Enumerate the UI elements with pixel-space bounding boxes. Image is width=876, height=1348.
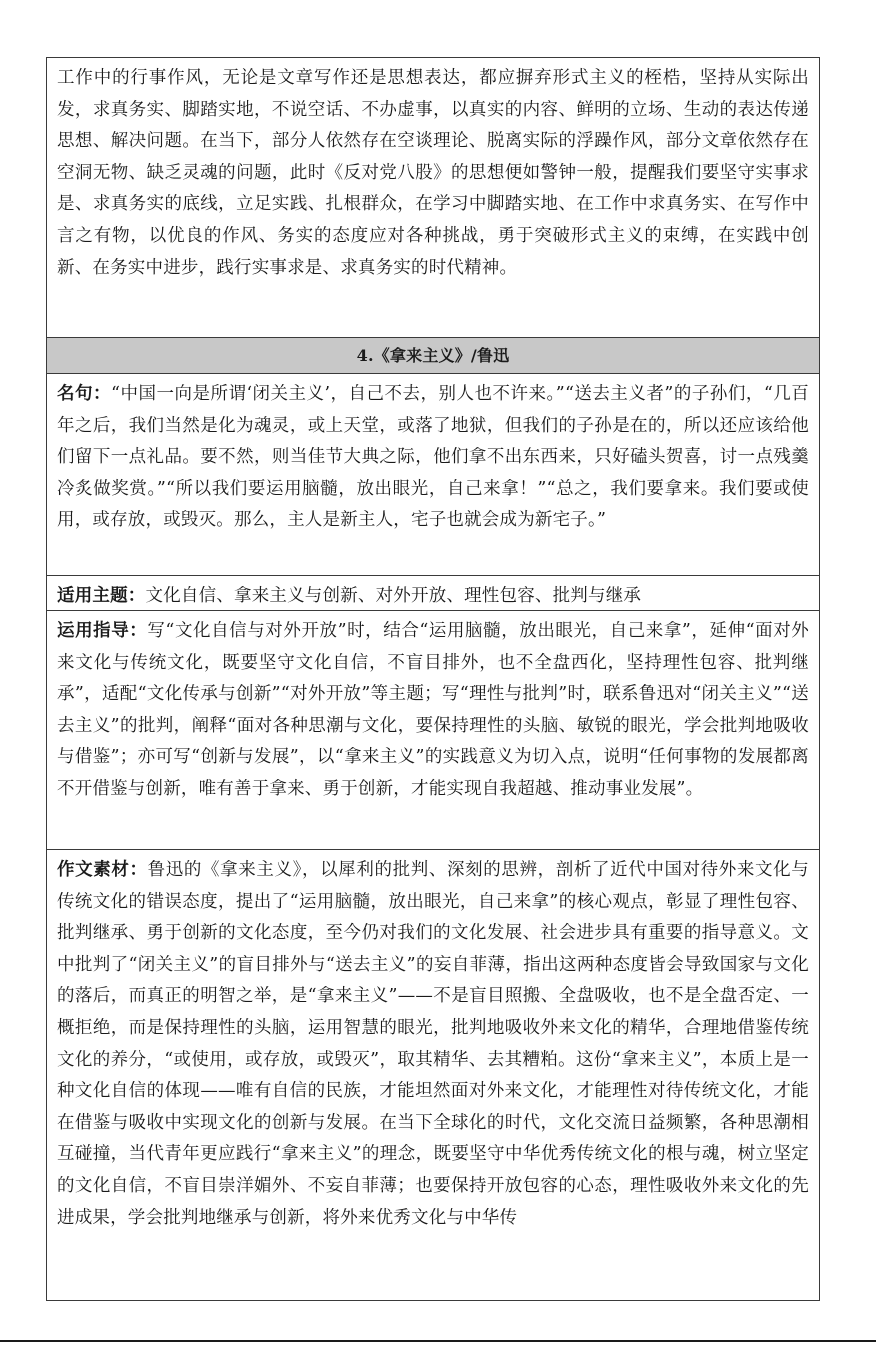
intro-text: 工作中的行事作风，无论是文章写作还是思想表达，都应摒弃形式主义的桎梏，坚持从实际出发，求真务实、脚踏实地，不说空话、不办虚事，以真实的内容、鲜明的立场、生动的表达传递思想、解决问题。在当下，部分人依然存在空谈理论、脱离实际的浮躁作风，部分文章依然存在空洞无物、缺乏灵魂的问题，此时《反对党八股》的思想便如警钟一般，提醒我们要坚守实事求是、求真务实的底线，立足实践、扎根群众，在学习中脚踏实地、在工作中求真务实、在写作中言之有物，以优良的作风、务实的态度应对各种挑战，勇于突破形式主义的束缚，在实践中创新、在务实中进步，践行实事求是、求真务实的时代精神。 xyxy=(57,68,809,278)
section-title: 4.《拿来主义》/鲁迅 xyxy=(356,346,510,365)
bottom-divider xyxy=(0,1340,876,1342)
guide-label: 运用指导： xyxy=(57,621,148,641)
material-label: 作文素材： xyxy=(57,860,148,880)
material-text: 鲁迅的《拿来主义》，以犀利的批判、深刻的思辨，剖析了近代中国对待外来文化与传统文化的错误态度，提出了“运用脑髓，放出眼光，自己来拿”的核心观点，彰显了理性包容、批判继承、勇于创新的文化态度，至今仍对我们的文化发展、社会进步具有重要的指导意义。文中批判了“闭关主义”的盲目排外与“送去主义”的妄自菲薄，指出这两种态度皆会导致国家与文化的落后，而真正的明智之举，是“拿来主义”——不是盲目照搬、全盘吸收，也不是全盘否定、一概拒绝，而是保持理性的头脑，运用智慧的眼光，批判地吸收外来文化的精华，合理地借鉴传统文化的养分，“或使用，或存放，或毁灭”，取其精华、去其糟粕。这份“拿来主义”，本质上是一种文化自信的体现——唯有自信的民族，才能坦然面对外来文化，才能理性对待传统文化，才能在借鉴与吸收中实现文化的创新与发展。在当下全球化的时代，文化交流日益频繁，各种思潮相互碰撞，当代青年更应践行“拿来主义”的理念，既要坚守中华优秀传统文化的根与魂，树立坚定的文化自信，不盲目崇洋媚外、不妄自菲薄；也要保持开放包容的心态，理性吸收外来文化的先进成果，学会批判地继承与创新，将外来优秀文化与中华传 xyxy=(57,860,810,1228)
theme-label: 适用主题： xyxy=(57,586,146,606)
quote-label: 名句： xyxy=(57,384,111,404)
guide-text: 写“文化自信与对外开放”时，结合“运用脑髓，放出眼光，自己来拿”，延伸“面对外来文化与传统文化，既要坚守文化自信，不盲目排外，也不全盘西化，坚持理性包容、批判继承”，适配“文化传承与创新”“对外开放”等主题；写“理性与批判”时，联系鲁迅对“闭关主义”“送去主义”的批判，阐释“面对各种思潮与文化，要保持理性的头脑、敏锐的眼光，学会批判地吸收与借鉴”；亦可写“创新与发展”，以“拿来主义”的实践意义为切入点，说明“任何事物的发展都离不开借鉴与创新，唯有善于拿来、勇于创新，才能实现自我超越、推动事业发展”。 xyxy=(57,621,810,799)
theme-text: 文化自信、拿来主义与创新、对外开放、理性包容、批判与继承 xyxy=(145,586,642,606)
section-header xyxy=(47,338,819,374)
theme-row xyxy=(47,576,819,611)
quote-text: “中国一向是所谓‘闭关主义’，自己不去，别人也不许来。”“送去主义者”的子孙们，“几百年之后，我们当然是化为魂灵，或上天堂，或落了地狱，但我们的子孙是在的，所以还应该给他们留下一点礼品。要不然，则当佳节大典之际，他们拿不出东西来，只好磕头贺喜，讨一点残羹冷炙做奖赏。”“所以我们要运用脑髓，放出眼光，自己来拿！”“总之，我们要拿来。我们要或使用，或存放，或毁灭。那么，主人是新主人，宅子也就会成为新宅子。” xyxy=(57,384,809,531)
guide-row xyxy=(47,611,819,850)
material-row xyxy=(47,850,819,1300)
intro-paragraph xyxy=(47,58,819,338)
quote-row xyxy=(47,374,819,576)
content-table xyxy=(46,57,820,1301)
